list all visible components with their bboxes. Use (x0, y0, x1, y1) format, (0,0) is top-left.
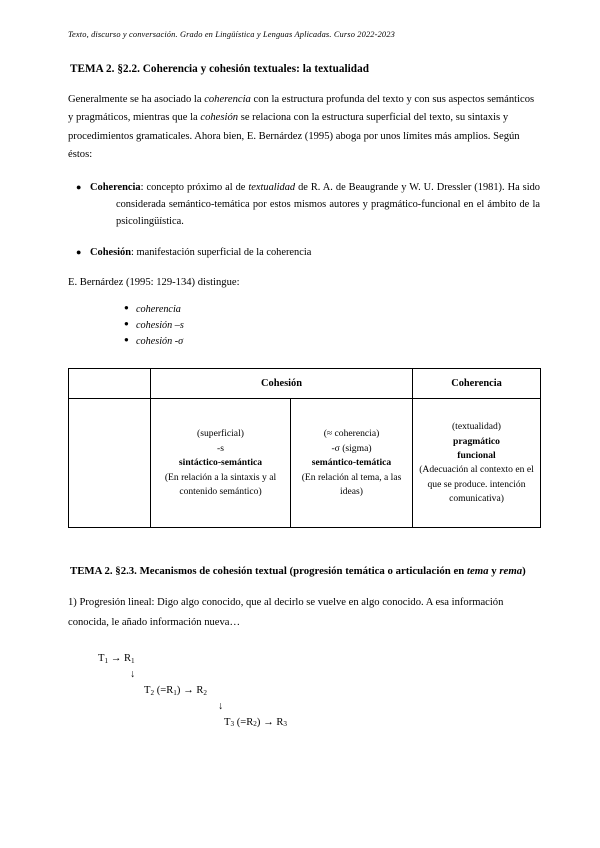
list-item (124, 334, 540, 350)
subscript: 1 (173, 688, 177, 697)
intro-paragraph (68, 91, 540, 164)
list-item-body (90, 180, 540, 231)
list-item (124, 302, 540, 318)
subscript: 3 (283, 720, 287, 729)
list-item-text-1: manifestación superficial de la coherencia (136, 246, 312, 258)
paragraph-text-part-3: se relaciona con la estructura superficial del texto, su sintaxis y procedimientos gramaticales. Ahora bien, E. Bernárdez (1995) aboga por unos límites más amplios. Según éstos: (68, 112, 520, 160)
list-item-body (90, 245, 540, 262)
diagram-row-1 (68, 651, 540, 667)
list-item-term: Coherencia (90, 182, 141, 194)
table-row (69, 399, 541, 528)
cell-line-3: funcional (457, 450, 496, 461)
heading-2-part-1: TEMA 2. §2.3. Mecanismos de cohesión textual (progresión temática o articulación en (70, 565, 467, 578)
table-cell-cohesion-s (151, 399, 291, 528)
list-item-term: Cohesión (90, 246, 131, 258)
cell-line-1: (textualidad) (451, 421, 501, 433)
running-head: Texto, discurso y conversación. Grado en Lingüística y Lenguas Aplicadas. Curso 2022-2023 (68, 30, 395, 39)
table-header-coherencia: Coherencia (413, 368, 541, 399)
list-item-text-2: de R. A. de Beaugrande y W. U. Dressler (1981). Ha sido considerada semántico-temática por estos mismos autores y pragmático-funcional en el ámbito de la psicolingüística. (116, 182, 540, 227)
table-header-blank (69, 368, 151, 399)
list-item (68, 180, 540, 231)
bullet-icon: ● (124, 319, 129, 329)
list-item-italic: textualidad (248, 182, 296, 194)
table-cell-coherencia (413, 399, 541, 528)
diagram-row-4 (68, 699, 540, 715)
sub-list-label: cohesión –s (136, 320, 184, 332)
list-item-separator: : (131, 246, 137, 258)
sub-list-label: coherencia (136, 304, 181, 316)
table-header-cohesion: Cohesión (151, 368, 413, 399)
subscript: 2 (253, 720, 257, 729)
diagram-row-5 (68, 715, 540, 731)
page-content (68, 30, 540, 730)
progression-diagram (68, 651, 540, 730)
bullet-icon: ● (76, 246, 82, 257)
cell-line-2: -s (217, 442, 224, 454)
diagram-row-3 (68, 683, 540, 699)
paragraph-text-part-1: Generalmente se ha asociado la (68, 94, 205, 106)
heading-2-part-3: ) (522, 565, 526, 578)
subscript: 1 (104, 656, 109, 665)
cell-line-1: (≈ coherencia) (323, 428, 380, 440)
bullet-icon: ● (76, 182, 82, 193)
cell-line-2: -σ (sigma) (331, 442, 372, 454)
diagram-formula-3: $T_3$ $(=R_2) \to R_3$ (224, 716, 287, 729)
sub-list-label: cohesión -σ (136, 335, 184, 347)
table-cell-cohesion-sigma (291, 399, 413, 528)
cell-line-3: semántico-temática (311, 457, 392, 469)
subscript: 1 (131, 656, 135, 665)
term-coherencia-italic: coherencia (204, 94, 251, 106)
bernardez-intro-line: E. Bernárdez (1995: 129-134) distingue: (68, 277, 240, 289)
term-cohesion-italic: cohesión (200, 112, 239, 124)
heading-2-part-2: y (488, 565, 500, 578)
subscript: 3 (230, 720, 235, 729)
arrow-down-icon: ↓ (130, 668, 136, 680)
section-heading-2-3 (70, 562, 540, 580)
list-item (68, 245, 540, 262)
cell-line-1: (superficial) (197, 428, 244, 440)
heading-2-italic-rema: rema (499, 565, 523, 578)
table-header-row (69, 368, 541, 399)
cell-line-4: (En relación a la sintaxis y al contenido semántico) (164, 471, 277, 497)
list-item-separator: : (140, 182, 147, 194)
cell-line-4: (En relación al tema, a las ideas) (301, 471, 402, 497)
progresion-lineal-paragraph: 1) Progresión lineal: Digo algo conocido, que al decirlo se vuelve en algo conocido. A esa información conocida, le añado información nueva… (68, 596, 504, 628)
list-item-text-1: concepto próximo al de (146, 182, 249, 194)
heading-2-italic-tema: tema (466, 565, 489, 578)
arrow-right-icon: → (263, 716, 274, 728)
diagram-row-2 (68, 667, 540, 683)
cell-line-2: pragmático (453, 435, 500, 447)
cell-line-4: (Adecuación al contexto en el que se produce. intención comunicativa) (419, 464, 534, 505)
paragraph-text-part-2: con la estructura profunda del texto y con sus aspectos semánticos y pragmáticos, mientras que la (68, 94, 535, 124)
arrow-right-icon: → (183, 684, 194, 696)
diagram-formula-1: $T_1 \to R_1$ (98, 652, 135, 665)
list-item (124, 318, 540, 334)
distinction-sub-list (68, 302, 540, 349)
diagram-formula-2: $T_2$ $(=R_1) \to R_2$ (144, 684, 207, 697)
definitions-list (68, 180, 540, 261)
bullet-icon: ● (124, 334, 129, 344)
subscript: 2 (203, 688, 207, 697)
arrow-right-icon: → (110, 652, 122, 664)
bullet-icon: ● (124, 303, 129, 313)
cohesion-coherencia-table (68, 368, 541, 529)
arrow-down-icon: ↓ (218, 700, 224, 712)
cell-line-3: sintáctico-semántica (178, 457, 263, 469)
subscript: 2 (150, 688, 155, 697)
table-cell-blank (69, 399, 151, 528)
page-title: TEMA 2. §2.2. Coherencia y cohesión textuales: la textualidad (70, 62, 369, 75)
